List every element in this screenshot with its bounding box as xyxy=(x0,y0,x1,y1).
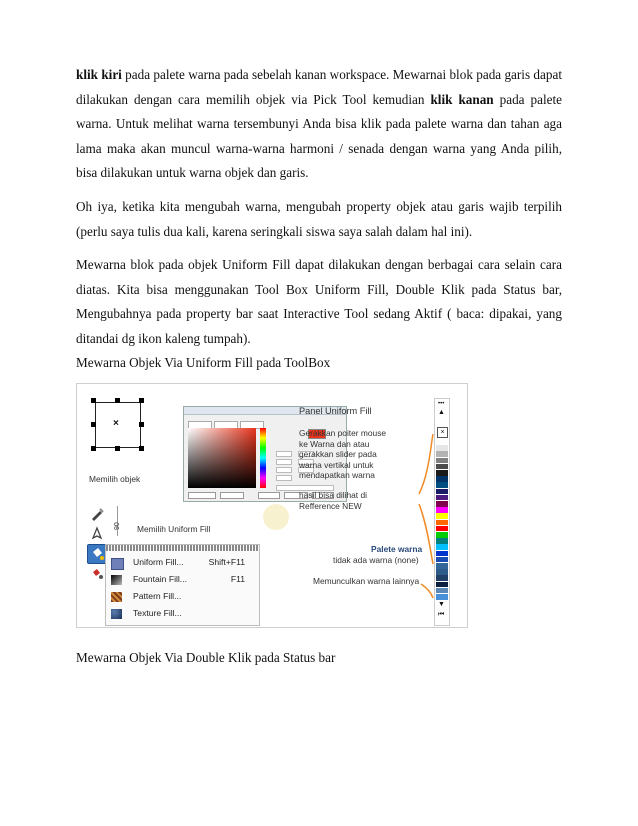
bold-klik-kiri: klik kiri xyxy=(76,67,122,82)
palette-swatch[interactable] xyxy=(436,532,448,538)
palette-swatch[interactable] xyxy=(436,544,448,550)
menu-item-label: Fountain Fill... xyxy=(133,574,187,584)
fountain-fill-icon xyxy=(111,575,122,585)
palette-swatch[interactable] xyxy=(436,458,448,464)
paragraph-methods: Mewarna blok pada objek Uniform Fill dapat dilakukan dengan berbagai cara selain cara diatas. Kita bisa menggunakan Tool Box Uniform Fill, Double Klik pada Status bar, Mengubahnya pada property bar saat Interactive Tool sedang Aktif ( baca: dipakai, yang ditandai dg ikon kaleng tumpah). xyxy=(76,257,562,346)
selection-handle xyxy=(115,398,120,403)
menu-tearoff xyxy=(106,545,259,551)
palette-swatch[interactable] xyxy=(436,513,448,519)
menu-item-label: Pattern Fill... xyxy=(133,591,182,601)
section-heading-toolbox: Mewarna Objek Via Uniform Fill pada ToolBox xyxy=(76,355,331,370)
palette-swatch[interactable] xyxy=(436,538,448,544)
scroll-down-icon[interactable]: ▼ xyxy=(438,601,445,608)
ok-button[interactable] xyxy=(258,492,280,499)
dialog-button[interactable] xyxy=(220,492,244,499)
fill-tool-icon[interactable] xyxy=(87,544,107,564)
value-field[interactable] xyxy=(276,451,292,457)
palette-swatch[interactable] xyxy=(436,501,448,507)
center-x-icon: × xyxy=(113,418,119,429)
palette-swatch[interactable] xyxy=(436,489,448,495)
selection-handle xyxy=(139,422,144,427)
menu-item-label: Texture Fill... xyxy=(133,608,182,618)
scroll-up-icon[interactable]: ▲ xyxy=(438,409,445,416)
dialog-tabs xyxy=(188,416,268,422)
no-color-swatch[interactable]: × xyxy=(437,427,448,438)
menu-item-uniform-fill[interactable] xyxy=(111,555,255,570)
selection-handle xyxy=(139,398,144,403)
palette-swatch[interactable] xyxy=(436,507,448,513)
ruler-value: 90 xyxy=(114,522,121,530)
palette-swatch[interactable] xyxy=(436,557,448,563)
palette-swatch[interactable] xyxy=(436,588,448,594)
result-description: hasil bisa dilihat di Refference NEW xyxy=(299,490,367,511)
color-palette xyxy=(434,398,450,626)
palette-swatch[interactable] xyxy=(436,563,448,569)
palette-more-label: Memunculkan warna lainnya xyxy=(313,576,420,586)
palette-swatch[interactable] xyxy=(436,520,448,526)
selection-handle xyxy=(91,446,96,451)
pen-tool-icon[interactable] xyxy=(89,506,105,522)
menu-item-texture-fill[interactable] xyxy=(111,606,255,621)
palette-none-label: tidak ada warna (none) xyxy=(333,555,419,565)
texture-fill-icon xyxy=(111,609,122,619)
paragraph-text: pada palete warna. Untuk melihat warna tersembunyi Anda bisa klik pada palete warna dan tahan aga lama maka akan muncul warna-warna harmoni / senada dengan warna yang Anda pilih, bisa dilakukan untuk warna objek dan garis. xyxy=(76,91,562,180)
menu-item-shortcut: F11 xyxy=(230,574,245,584)
palette-swatch[interactable] xyxy=(436,582,448,588)
selection-handle xyxy=(115,446,120,451)
value-field[interactable] xyxy=(276,459,292,465)
menu-item-label: Uniform Fill... xyxy=(133,557,184,567)
paragraph-intro xyxy=(76,63,562,186)
selection-handle xyxy=(139,446,144,451)
palette-swatch[interactable] xyxy=(436,470,448,476)
interactive-fill-icon[interactable] xyxy=(89,566,105,582)
label-memilih-objek: Memilih objek xyxy=(89,474,141,484)
selection-handle xyxy=(91,398,96,403)
palette-swatch[interactable] xyxy=(436,464,448,470)
panel-title: Panel Uniform Fill xyxy=(299,406,372,416)
color-field[interactable] xyxy=(188,428,256,488)
section-heading-statusbar: Mewarna Objek Via Double Klik pada Status bar xyxy=(76,650,336,665)
palette-swatch[interactable] xyxy=(436,569,448,575)
palette-swatch[interactable] xyxy=(436,495,448,501)
value-field[interactable] xyxy=(276,467,292,473)
palette-swatch[interactable] xyxy=(436,575,448,581)
outline-tool-icon[interactable] xyxy=(89,526,105,542)
watermark-logo xyxy=(263,504,289,530)
vertical-ruler xyxy=(117,506,126,536)
label-memilih-uniform-fill: Memilih Uniform Fill xyxy=(137,524,211,534)
menu-item-pattern-fill[interactable] xyxy=(111,589,255,604)
palette-swatch[interactable] xyxy=(436,526,448,532)
fill-flyout-menu xyxy=(105,544,260,626)
scroll-end-icon[interactable]: ⏮ xyxy=(438,611,445,618)
pattern-fill-icon xyxy=(111,592,122,602)
palette-swatch[interactable] xyxy=(436,482,448,488)
selection-handle xyxy=(91,422,96,427)
dialog-button[interactable] xyxy=(188,492,216,499)
uniform-fill-icon xyxy=(111,558,124,570)
menu-item-shortcut: Shift+F11 xyxy=(208,557,245,567)
palette-title: Palete warna xyxy=(371,544,423,554)
palette-swatch[interactable] xyxy=(436,445,448,451)
panel-description: Gerakkan poiter mouse ke Warna dan atau gerakkan slider pada warna vertikal untuk mendapatkan warna xyxy=(299,428,387,480)
palette-swatch[interactable] xyxy=(436,451,448,457)
hue-slider[interactable] xyxy=(260,428,266,488)
palette-swatch[interactable] xyxy=(436,551,448,557)
paragraph-text: pada palete warna pada sebelah kanan workspace. Mewarnai blok pada garis dapat dilakukan dengan cara memilih objek via Pick Tool kemudian xyxy=(76,67,562,107)
paragraph-note: Oh iya, ketika kita mengubah warna, mengubah property objek atau garis wajib terpilih (perlu saya tulis dua kali, karena seringkali siswa saya salah dalam hal ini). xyxy=(76,199,562,239)
palette-swatch[interactable] xyxy=(436,439,448,445)
menu-item-fountain-fill[interactable] xyxy=(111,572,255,587)
palette-swatch[interactable] xyxy=(436,476,448,482)
palette-menu-icon[interactable]: ••• xyxy=(438,401,445,407)
uniform-fill-figure xyxy=(76,383,468,628)
bold-klik-kanan: klik kanan xyxy=(430,91,494,107)
palette-swatch[interactable] xyxy=(436,594,448,600)
value-field[interactable] xyxy=(276,475,292,481)
